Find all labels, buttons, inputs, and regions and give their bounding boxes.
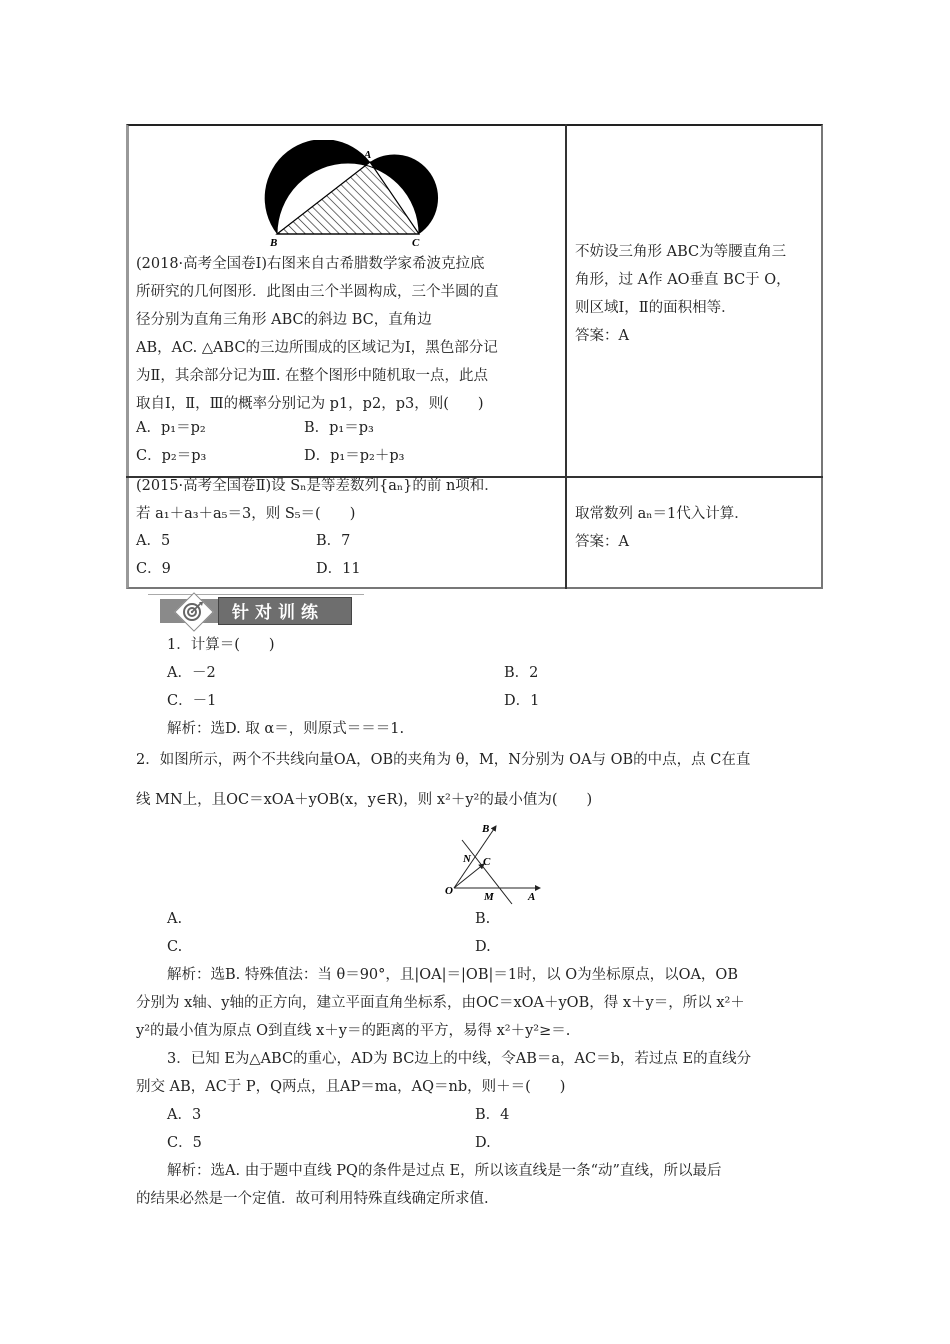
- question-line: 取自Ⅰ，Ⅱ，Ⅲ的概率分别记为 p1，p2，p3，则( ): [136, 396, 484, 412]
- answer-line: 答案：A: [575, 328, 629, 344]
- q2-stem-line: 线 MN上，且OC＝xOA＋yOB(x，y∈R)，则 x²＋y²的最小值为( ): [136, 792, 593, 808]
- q3-option-c: C．5: [167, 1135, 202, 1151]
- svg-text:A: A: [364, 149, 372, 161]
- q1-option-d: D．1: [504, 693, 540, 709]
- solution-line: 取常数列 aₙ＝1代入计算．: [575, 506, 749, 522]
- question-line: (2018·高考全国卷Ⅰ)右图来自古希腊数学家希波克拉底: [136, 256, 485, 272]
- answer-line: 答案：A: [575, 534, 629, 550]
- solution-line: 不妨设三角形 ABC为等腰直角三: [575, 244, 787, 260]
- q3-analysis-line: 的结果必然是一个定值．故可利用特殊直线确定所求值.: [136, 1191, 489, 1207]
- option-d: D．p₁＝p₂＋p₃: [304, 448, 405, 464]
- q2-option-d: D.: [475, 939, 491, 955]
- svg-text:N: N: [463, 853, 471, 865]
- target-icon: [180, 599, 206, 623]
- question-line: AB，AC. △ABC的三边所围成的区域记为Ⅰ，黑色部分记: [136, 340, 498, 356]
- table-column-divider: [565, 124, 567, 589]
- q2-analysis-line: 分别为 x轴、y轴的正方向，建立平面直角坐标系，由OC＝xOA＋yOB，得 x＋y＝，所以 x²＋: [136, 995, 745, 1011]
- q3-option-b: B．4: [475, 1107, 510, 1123]
- q3-option-d: D.: [475, 1135, 491, 1151]
- svg-text:C: C: [483, 856, 491, 868]
- question-line: 为Ⅱ，其余部分记为Ⅲ. 在整个图形中随机取一点，此点: [136, 368, 489, 384]
- q2-stem-line: 2．如图所示，两个不共线向量OA，OB的夹角为 θ，M，N分别为 OA与 OB的中点，点 C在直: [136, 752, 751, 768]
- svg-text:B: B: [270, 237, 278, 248]
- q1-option-b: B．2: [504, 665, 539, 681]
- question-2018: [136, 250, 499, 418]
- vector-figure: [440, 818, 550, 906]
- solution-2018: [575, 238, 791, 350]
- option-b: B．p₁＝p₃: [304, 420, 374, 436]
- question-line: 若 a₁＋a₃＋a₅＝3，则 S₅＝( ): [136, 506, 356, 522]
- solution-line: 角形，过 A作 AO垂直 BC于 O，: [575, 272, 791, 288]
- svg-text:M: M: [484, 891, 494, 903]
- option-a: A．p₁＝p₂: [136, 420, 206, 436]
- q1-analysis: 解析：选D. 取 α＝，则原式＝＝＝1.: [167, 721, 405, 737]
- q3-stem-line: 3．已知 E为△ABC的重心，AD为 BC边上的中线，令AB＝a，AC＝b，若过点 E的直线分: [167, 1051, 752, 1067]
- option-a: A．5: [136, 533, 171, 549]
- q3-analysis-line: 解析：选A. 由于题中直线 PQ的条件是过点 E，所以该直线是一条“动”直线，所以最后: [167, 1163, 722, 1179]
- question-line: (2015·高考全国卷Ⅱ)设 Sₙ是等差数列{aₙ}的前 n项和．: [136, 478, 499, 494]
- option-b: B．7: [316, 533, 351, 549]
- q3-option-a: A．3: [167, 1107, 202, 1123]
- q1-option-c: C．－1: [167, 693, 217, 709]
- hippocrates-lunes-figure: [262, 140, 442, 248]
- q2-option-a: A.: [167, 911, 183, 927]
- solution-2015: [575, 500, 749, 556]
- option-c: C．9: [136, 561, 171, 577]
- q3-stem-line: 别交 AB，AC于 P，Q两点，且AP＝ma，AQ＝nb，则＋＝( ): [136, 1079, 566, 1095]
- practice-banner: [160, 594, 350, 628]
- question-2015: [136, 472, 499, 528]
- svg-text:B: B: [482, 823, 490, 835]
- svg-text:C: C: [412, 237, 420, 248]
- question-line: 所研究的几何图形．此图由三个半圆构成，三个半圆的直: [136, 284, 499, 300]
- question-line: 径分别为直角三角形 ABC的斜边 BC，直角边: [136, 312, 432, 328]
- option-c: C．p₂＝p₃: [136, 448, 207, 464]
- solution-line: 则区域Ⅰ，Ⅱ的面积相等．: [575, 300, 736, 316]
- option-d: D．11: [316, 561, 361, 577]
- q1-option-a: A．－2: [167, 665, 216, 681]
- q2-option-b: B.: [475, 911, 491, 927]
- q2-option-c: C.: [167, 939, 183, 955]
- svg-text:A: A: [528, 891, 536, 903]
- banner-title: 针对训练: [232, 603, 324, 623]
- q1-stem: 1．计算＝( ): [167, 637, 275, 653]
- q2-analysis-line: 解析：选B. 特殊值法：当 θ＝90°，且|OA|＝|OB|＝1时，以 O为坐标原点，以OA，OB: [167, 967, 738, 983]
- q2-analysis-line: y²的最小值为原点 O到直线 x＋y＝的距离的平方，易得 x²＋y²≥＝.: [136, 1023, 571, 1039]
- svg-text:O: O: [445, 885, 453, 897]
